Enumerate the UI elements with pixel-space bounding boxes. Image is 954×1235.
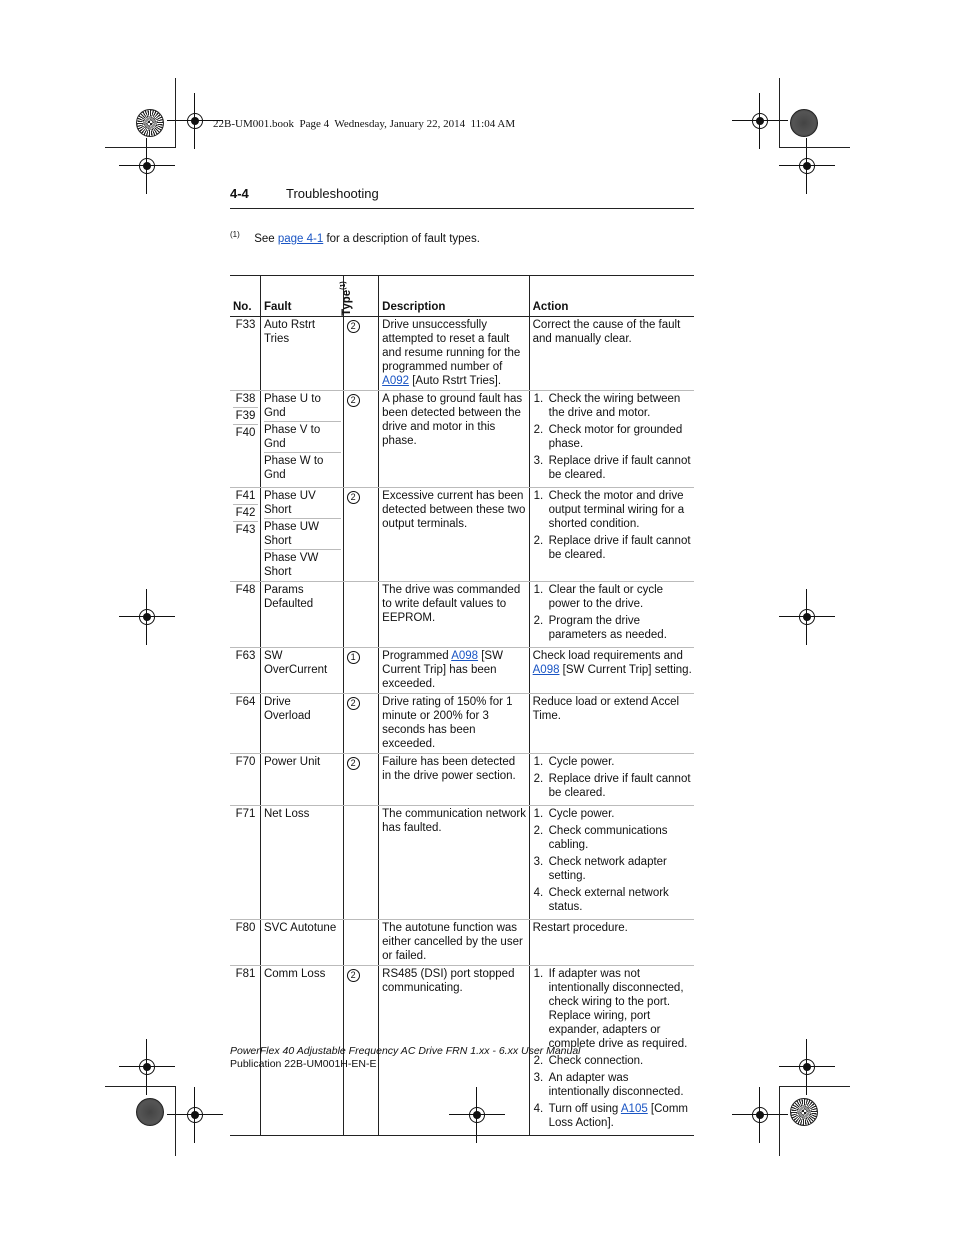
action-step: 2. Program the drive parameters as needed.	[533, 615, 667, 641]
text-fragment: Programmed	[382, 650, 452, 662]
cell-action	[529, 488, 694, 582]
action-text: Correct the cause of the fault and manually clear.	[532, 319, 681, 345]
action-step: 3. Check network adapter setting.	[533, 856, 667, 882]
fault-number: F80	[235, 922, 256, 934]
crop-line	[105, 1086, 175, 1087]
text-fragment: A phase to ground fault has been detected between the drive and motor in this phase.	[382, 393, 523, 447]
action-text: Restart procedure.	[532, 922, 628, 934]
fault-table	[230, 275, 694, 1136]
cell-action	[529, 694, 694, 754]
action-list	[533, 583, 692, 642]
fault-name: Phase W to Gnd	[264, 452, 341, 482]
cell-action	[529, 806, 694, 920]
action-step: 2. Check connection.	[533, 1055, 644, 1067]
fault-number: F71	[235, 808, 256, 820]
fault-number: F41	[235, 490, 256, 502]
action-text: Reduce load or extend Accel Time.	[532, 696, 680, 722]
crop-line	[175, 1086, 176, 1156]
action-step-text: Cycle power.	[548, 756, 615, 768]
text-fragment: [Comm Loss Action].	[548, 1103, 688, 1129]
parameter-link[interactable]: A092	[382, 375, 410, 387]
cell-description	[379, 754, 529, 806]
action-list	[533, 392, 692, 482]
crosshair-icon	[797, 1057, 817, 1077]
crosshair-icon	[137, 1057, 157, 1077]
fault-name: Power Unit	[263, 756, 321, 768]
fault-number: F38	[235, 393, 256, 405]
action-step-text: Cycle power.	[548, 808, 615, 820]
cell-action	[529, 920, 694, 966]
crosshair-icon	[137, 607, 157, 627]
cell-type	[343, 582, 379, 648]
cell-no	[230, 648, 260, 694]
footnote-post: for a description of fault types.	[326, 232, 480, 245]
fault-name: Auto Rstrt Tries	[263, 319, 316, 345]
table-row	[230, 694, 694, 754]
registration-burst-icon	[790, 109, 818, 137]
column-header-type: Type$^{(1)}$	[343, 276, 379, 317]
cell-type	[343, 391, 379, 488]
crosshair-icon	[750, 111, 770, 131]
table-row	[230, 391, 694, 488]
cell-action	[529, 391, 694, 488]
action-step: 1. Check the wiring between the drive and motor.	[533, 393, 681, 419]
cell-fault	[260, 694, 343, 754]
action-step: 1. Check the motor and drive output terminal wiring for a shorted condition.	[533, 490, 685, 530]
header-rule	[230, 208, 694, 209]
cell-description	[379, 648, 529, 694]
fault-number: F40	[233, 424, 258, 440]
cell-action	[529, 648, 694, 694]
action-list	[533, 489, 692, 562]
cell-fault	[260, 754, 343, 806]
cell-description	[379, 920, 529, 966]
fault-name: Comm Loss	[263, 968, 326, 980]
fault-number: F64	[235, 696, 256, 708]
registration-burst-icon	[136, 109, 164, 137]
action-step-text: Check the wiring between the drive and motor.	[548, 393, 681, 419]
action-list	[533, 755, 692, 800]
fault-number: F81	[235, 968, 256, 980]
action-step: 2. Replace drive if fault cannot be cleared.	[533, 773, 691, 799]
fault-number: F33	[235, 319, 256, 331]
action-step: 3. An adapter was intentionally disconnected.	[533, 1072, 684, 1098]
cell-action	[529, 754, 694, 806]
table-row	[230, 754, 694, 806]
cell-description	[379, 694, 529, 754]
registration-burst-icon	[136, 1098, 164, 1126]
cell-type	[343, 920, 379, 966]
text-fragment: The autotune function was either cancelled by the user or failed.	[382, 922, 523, 962]
action-step-text: Check the motor and drive output terminal wiring for a shorted condition.	[548, 490, 685, 530]
cell-action	[529, 317, 694, 391]
column-header-fault: Fault	[260, 276, 343, 317]
parameter-link[interactable]: A105	[620, 1103, 648, 1115]
cell-no	[230, 391, 260, 488]
text-fragment: [Auto Rstrt Tries].	[409, 375, 502, 387]
cell-fault	[260, 488, 343, 582]
registration-burst-icon	[790, 1098, 818, 1126]
fault-number: F43	[233, 521, 258, 537]
cell-description	[379, 582, 529, 648]
cell-no	[230, 582, 260, 648]
crosshair-icon	[185, 111, 205, 131]
text-fragment: The drive was commanded to write default values to EEPROM.	[382, 584, 521, 624]
action-step-text: Replace drive if fault cannot be cleared.	[548, 773, 691, 799]
fault-name: SW OverCurrent	[263, 650, 328, 676]
fault-number: F63	[235, 650, 256, 662]
section-title: Troubleshooting	[286, 186, 379, 201]
action-step: 1. Cycle power.	[533, 808, 615, 820]
fault-type-badge: 1	[347, 651, 360, 664]
action-step-text: Check communications cabling.	[548, 825, 668, 851]
text-fragment: [SW Current Trip] has been exceeded.	[382, 650, 503, 690]
crop-line	[779, 78, 780, 148]
footnote-link[interactable]: page 4-1	[277, 232, 324, 245]
text-fragment: The communication network has faulted.	[382, 808, 526, 834]
crosshair-icon	[137, 156, 157, 176]
action-step: 3. Replace drive if fault cannot be cleared.	[533, 455, 691, 481]
fault-type-badge: 2	[347, 491, 360, 504]
cell-type	[343, 806, 379, 920]
cell-no	[230, 317, 260, 391]
fault-name: Phase UW Short	[264, 518, 341, 548]
fault-name: SVC Autotune	[263, 922, 337, 934]
table-header-row	[230, 276, 694, 317]
text-fragment: Drive rating of 150% for 1 minute or 200% for 3 seconds has been exceeded.	[382, 696, 513, 750]
footnote-mark: (1)	[230, 230, 240, 239]
crop-line	[780, 147, 850, 148]
cell-no	[230, 488, 260, 582]
table-row	[230, 317, 694, 391]
text-fragment: [SW Current Trip] setting.	[559, 664, 692, 676]
fault-type-badge: 2	[347, 394, 360, 407]
parameter-link[interactable]: A098	[532, 664, 560, 676]
cell-description	[379, 488, 529, 582]
print-slug: 22B-UM001.book Page 4 Wednesday, January 22, 2014 11:04 AM	[213, 118, 516, 130]
cell-type	[343, 754, 379, 806]
table-row	[230, 582, 694, 648]
column-header-no: No.	[230, 276, 260, 317]
fault-name: Phase V to Gnd	[264, 421, 341, 451]
action-step-text: An adapter was intentionally disconnected.	[548, 1072, 684, 1098]
text-fragment: Drive unsuccessfully attempted to reset a fault and resume running for the programmed number of	[382, 319, 521, 373]
cell-description	[379, 806, 529, 920]
action-step-text: Program the drive parameters as needed.	[548, 615, 667, 641]
cell-description	[379, 391, 529, 488]
fault-number: F42	[233, 504, 258, 520]
fault-number: F48	[235, 584, 256, 596]
cell-fault	[260, 582, 343, 648]
crosshair-icon	[750, 1105, 770, 1125]
cell-type	[343, 694, 379, 754]
text-fragment: Failure has been detected in the drive power section.	[382, 756, 516, 782]
text-fragment: Check load requirements and	[532, 650, 683, 662]
action-step-text: Check external network status.	[548, 887, 669, 913]
fault-name: Net Loss	[263, 808, 310, 820]
table-row	[230, 920, 694, 966]
cell-no	[230, 806, 260, 920]
fault-type-badge: 2	[347, 969, 360, 982]
table-row	[230, 806, 694, 920]
cell-no	[230, 694, 260, 754]
fault-number: F70	[235, 756, 256, 768]
fault-type-badge: 2	[347, 757, 360, 770]
footnote	[230, 230, 480, 245]
crop-line	[780, 1086, 850, 1087]
action-step-text: Check motor for grounded phase.	[548, 424, 683, 450]
action-step: 4. Check external network status.	[533, 887, 669, 913]
column-header-description: Description	[379, 276, 529, 317]
fault-type-badge: 2	[347, 697, 360, 710]
cell-fault	[260, 391, 343, 488]
text-fragment: Excessive current has been detected between these two output terminals.	[382, 490, 526, 530]
footer-manual-title: PowerFlex 40 Adjustable Frequency AC Drive FRN 1.xx - 6.xx User Manual	[230, 1045, 581, 1057]
action-step: 1. Clear the fault or cycle power to the drive.	[533, 584, 664, 610]
fault-name: Params Defaulted	[263, 584, 314, 610]
action-step: 2. Check motor for grounded phase.	[533, 424, 683, 450]
fault-name: Drive Overload	[263, 696, 311, 722]
cell-fault	[260, 317, 343, 391]
crop-line	[105, 147, 175, 148]
fault-name: Phase VW Short	[264, 549, 341, 579]
parameter-link[interactable]: A098	[451, 650, 479, 662]
action-step-text: Check network adapter setting.	[548, 856, 667, 882]
table-row	[230, 648, 694, 694]
crop-line	[175, 78, 176, 148]
cell-fault	[260, 806, 343, 920]
action-step-text: Replace drive if fault cannot be cleared.	[548, 455, 691, 481]
cell-no	[230, 920, 260, 966]
crop-line	[779, 1086, 780, 1156]
crosshair-icon	[797, 607, 817, 627]
cell-type	[343, 317, 379, 391]
action-list	[533, 807, 692, 914]
text-fragment: RS485 (DSI) port stopped communicating.	[382, 968, 515, 994]
action-step: 4. Turn off using A105 [Comm Loss Action].	[533, 1103, 688, 1129]
table-row	[230, 488, 694, 582]
text-fragment: Turn off using	[548, 1103, 621, 1115]
cell-no	[230, 754, 260, 806]
cell-description	[379, 317, 529, 391]
fault-name: Phase U to Gnd	[263, 393, 321, 419]
page-number: 4-4	[230, 186, 249, 201]
action-step-text: If adapter was not intentionally disconnected, check wiring to the port. Replace wiring, port expander, adapters or complete drive as required.	[548, 968, 688, 1050]
fault-type-badge: 2	[347, 320, 360, 333]
crosshair-icon	[185, 1105, 205, 1125]
action-step: 1. If adapter was not intentionally disconnected, check wiring to the port. Replace wiring, port expander, adapters or complete drive as required.	[533, 968, 688, 1050]
action-step: 2. Check communications cabling.	[533, 825, 668, 851]
action-step: 1. Cycle power.	[533, 756, 615, 768]
cell-type	[343, 488, 379, 582]
cell-fault	[260, 648, 343, 694]
action-step: 2. Replace drive if fault cannot be cleared.	[533, 535, 691, 561]
column-header-action: Action	[529, 276, 694, 317]
footer-publication: Publication 22B-UM001H-EN-E	[230, 1058, 377, 1070]
cell-type	[343, 648, 379, 694]
cell-action	[529, 582, 694, 648]
action-step-text: Clear the fault or cycle power to the drive.	[548, 584, 664, 610]
crosshair-icon	[797, 156, 817, 176]
fault-number: F39	[233, 407, 258, 423]
cell-fault	[260, 920, 343, 966]
footnote-pre: See	[254, 232, 275, 245]
action-step-text: Check connection.	[548, 1055, 644, 1067]
fault-name: Phase UV Short	[263, 490, 316, 516]
action-step-text: Replace drive if fault cannot be cleared.	[548, 535, 691, 561]
